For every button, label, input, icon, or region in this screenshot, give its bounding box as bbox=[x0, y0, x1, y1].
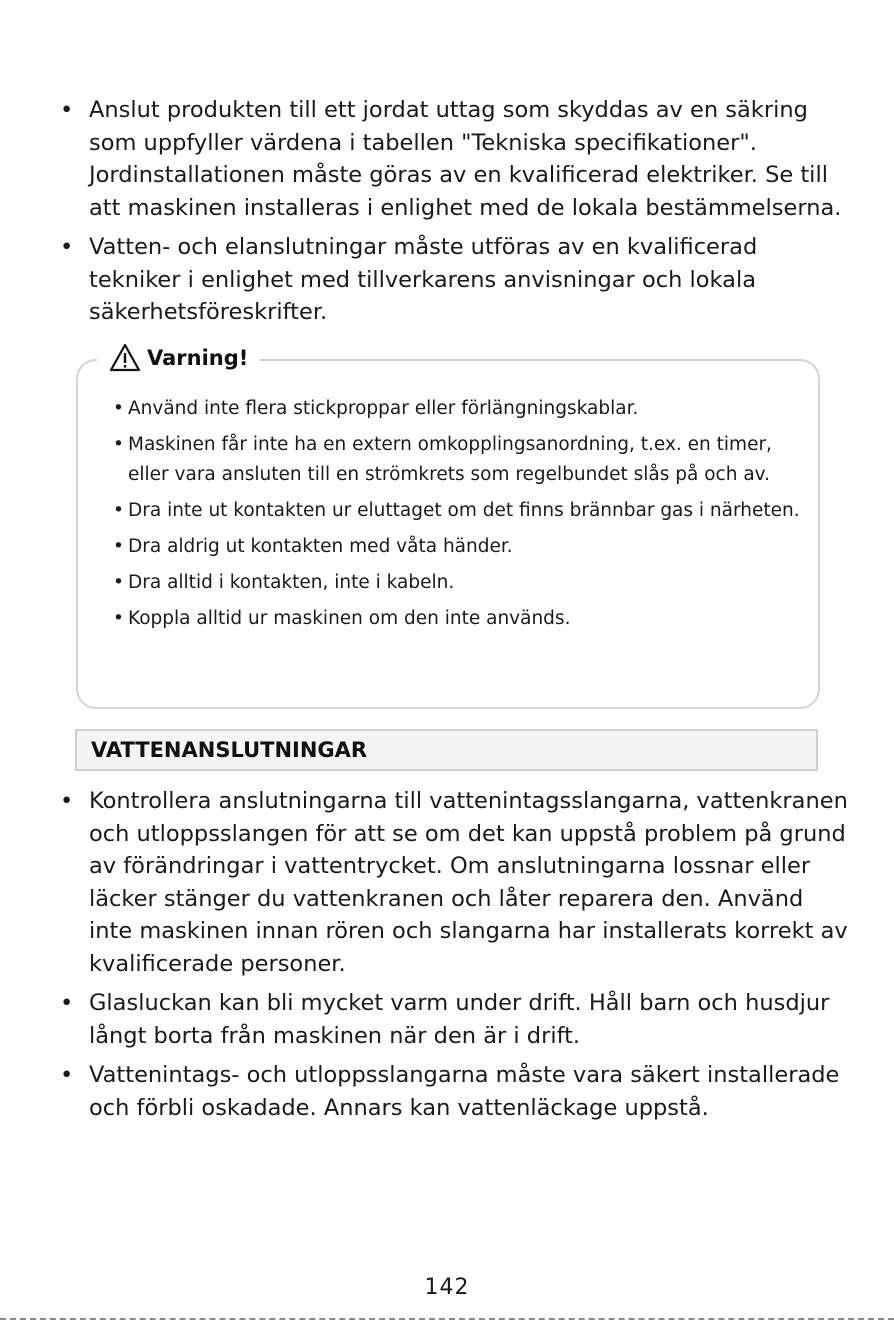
water-bullet-list bbox=[60, 785, 850, 1131]
water-bullet-hoses: • Vattenintags- och utloppsslangarna måste vara säkert installerade och förbli oskadade. Annars kan vattenläckage uppstå. bbox=[60, 1059, 850, 1124]
section-heading-water-connections: VATTENANSLUTNINGAR bbox=[75, 729, 818, 771]
warning-item-pull-plug: • Dra alltid i kontakten, inte i kabeln. bbox=[113, 568, 803, 598]
intro-bullet-grounding: • Anslut produkten till ett jordat uttag som skyddas av en säkring som uppfyller värdena i tabellen "Tekniska specifikationer". Jordinstallationen måste göras av en kvalificerad elektriker. Se till att maskinen installeras i enlighet med de lokala bestämmelserna. bbox=[60, 94, 850, 224]
warning-item-extension-cords: • Använd inte flera stickproppar eller förlängningskablar. bbox=[113, 394, 803, 424]
warning-triangle-icon bbox=[109, 343, 141, 373]
warning-item-unplug: • Koppla alltid ur maskinen om den inte används. bbox=[113, 604, 803, 634]
intro-bullet-list bbox=[60, 94, 850, 336]
intro-bullet-connections: • Vatten- och elanslutningar måste utföras av en kvalificerad tekniker i enlighet med tillverkarens anvisningar och lokala säkerhetsföreskrifter. bbox=[60, 231, 850, 329]
water-bullet-check-connections: • Kontrollera anslutningarna till vattenintagsslangarna, vattenkranen och utloppsslangen för att se om det kan uppstå problem på grund av förändringar i vattentrycket. Om anslutningarna lossnar eller läcker stänger du vattenkranen och låter reparera den. Använd inte maskinen innan rören och slangarna har installerats korrekt av kvalificerade personer. bbox=[60, 785, 850, 980]
warning-header bbox=[97, 342, 260, 374]
warning-list bbox=[113, 394, 803, 640]
warning-item-flammable-gas: • Dra inte ut kontakten ur eluttaget om det finns brännbar gas i närheten. bbox=[113, 496, 803, 526]
page-number: 142 bbox=[424, 1275, 470, 1300]
warning-item-wet-hands: • Dra aldrig ut kontakten med våta händer. bbox=[113, 532, 803, 562]
water-bullet-glass-door: • Glasluckan kan bli mycket varm under drift. Håll barn och husdjur långt borta från maskinen när den är i drift. bbox=[60, 987, 850, 1052]
warning-title: Varning! bbox=[147, 346, 249, 370]
page-bottom-divider bbox=[0, 1318, 894, 1320]
warning-item-external-switch: • Maskinen får inte ha en extern omkopplingsanordning, t.ex. en timer, eller vara ansluten till en strömkrets som regelbundet slås på och av. bbox=[113, 430, 803, 490]
